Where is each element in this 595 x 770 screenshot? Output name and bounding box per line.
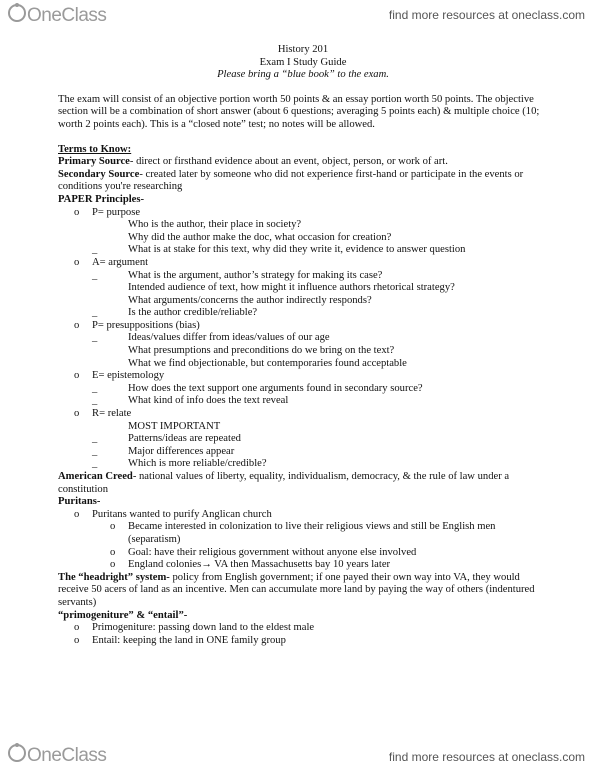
logo-icon: [8, 744, 26, 762]
list-subitem: What presumptions and preconditions do we bring on the text?: [128, 345, 395, 357]
puritans-heading: Puritans-: [58, 496, 101, 508]
list-subitem: o England colonies→ VA then Massachusetts bay 10 years later: [58, 559, 548, 572]
primary-source-entry: Primary Source- direct or firsthand evidence about an event, object, person, or work of art.: [58, 156, 448, 168]
resources-link[interactable]: find more resources at oneclass.com: [388, 750, 585, 764]
list-item-epistemology: o E= epistemology: [58, 370, 548, 383]
oneclass-logo[interactable]: OneClass: [8, 744, 106, 767]
study-guide-document: [58, 44, 548, 647]
primogeniture-heading: “primogeniture” & “entail”-: [58, 609, 188, 621]
list-subitem: – Patterns/ideas are repeated: [58, 433, 548, 446]
american-creed-entry: American Creed- national values of liberty, equality, individualism, democracy, & the rule of law under a constitution: [58, 471, 510, 495]
resources-link[interactable]: find more resources at oneclass.com: [388, 8, 585, 22]
list-item-argument: o A= argument: [58, 257, 548, 270]
headright-entry: The “headright” system- policy from English government; if one payed their own way into VA, they would receive 50 acers of land as an incentive. Men can accumulate more land by paying the way of others (indentured servants): [58, 571, 535, 608]
course-title: History 201: [277, 44, 329, 55]
list-subitem: o Became interested in colonization to live their religious views and still be English men (separatism): [58, 521, 548, 546]
logo-icon: [8, 4, 26, 22]
list-subitem: – How does the text support one arguments found in secondary source?: [58, 383, 548, 396]
list-subitem: What arguments/concerns the author indirectly responds?: [128, 294, 372, 306]
list-item-presuppositions: o P= presuppositions (bias): [58, 320, 548, 333]
list-subitem: MOST IMPORTANT: [128, 420, 221, 432]
top-banner: [0, 0, 595, 28]
list-subitem: What we find objectionable, but contemporaries found acceptable: [128, 357, 407, 369]
paper-heading: PAPER Principles-: [58, 193, 145, 205]
list-item-purpose: o P= purpose: [58, 207, 548, 220]
secondary-source-entry: Secondary Source- created later by someone who did not experience first-hand or participate in the events or conditions you're researching: [58, 168, 524, 193]
list-subitem: – Major differences appear: [58, 446, 548, 459]
list-subitem: Why did the author make the doc, what occasion for creation?: [128, 231, 392, 243]
bottom-banner: [0, 738, 595, 770]
list-item-relate: o R= relate: [58, 408, 548, 421]
list-item-primogeniture: o Primogeniture: passing down land to the eldest male: [58, 622, 548, 635]
list-item-puritans: o Puritans wanted to purify Anglican church: [58, 509, 548, 522]
list-subitem: – What is the argument, author’s strategy for making its case?: [58, 270, 548, 283]
list-subitem: – Is the author credible/reliable?: [58, 307, 548, 320]
list-item-entail: o Entail: keeping the land in ONE family group: [58, 635, 548, 648]
document-title: Exam I Study Guide: [259, 56, 347, 68]
list-subitem: – Which is more reliable/credible?: [58, 458, 548, 471]
terms-heading: Terms to Know:: [58, 143, 132, 155]
list-subitem: o Goal: have their religious government without anyone else involved: [58, 547, 548, 560]
list-subitem: – Ideas/values differ from ideas/values of our age: [58, 332, 548, 345]
oneclass-logo[interactable]: OneClass: [8, 4, 106, 27]
list-subitem: Intended audience of text, how might it influence authors rhetorical strategy?: [128, 282, 455, 294]
list-subitem: – What kind of info does the text reveal: [58, 395, 548, 408]
list-subitem: – What is at stake for this text, why did they write it, evidence to answer question: [58, 244, 548, 257]
document-subtitle: Please bring a “blue book” to the exam.: [217, 69, 389, 81]
list-subitem: Who is the author, their place in society?: [128, 219, 302, 231]
intro-paragraph: The exam will consist of an objective portion worth 50 points & an essay portion worth 50 points. The objective section will be a combination of short answer (about 6 questions; averaging 5 points each) & multiple choice (10; worth 2 points each). This is a “closed note” test; no notes will be allowed.: [58, 93, 540, 130]
